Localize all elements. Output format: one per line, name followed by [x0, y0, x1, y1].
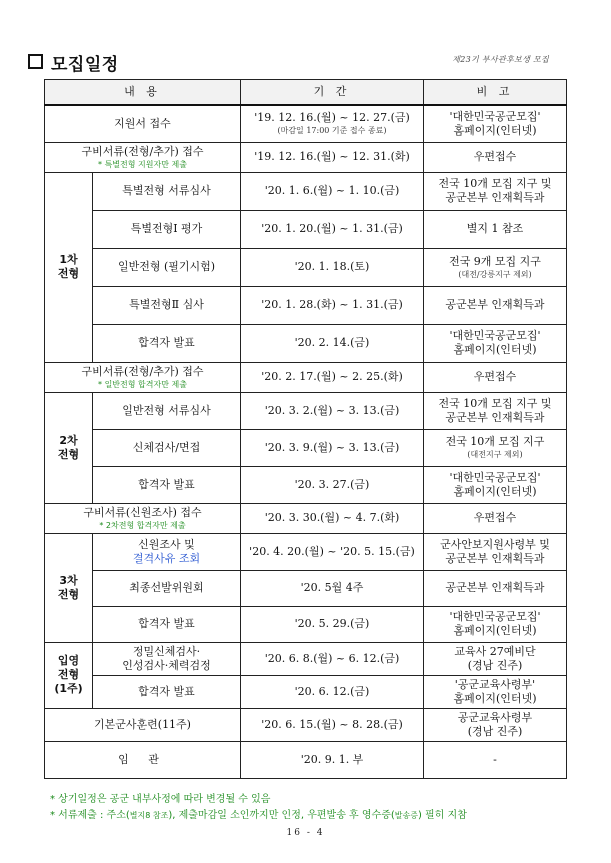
row-period: '20. 5. 29.(금): [241, 606, 424, 642]
phase-1-label: [45, 172, 93, 362]
row-period: '19. 12. 16.(월) ~ 12. 31.(화): [241, 142, 424, 172]
table-row: [45, 503, 567, 533]
content-text: 구비서류(전형/추가) 접수: [81, 364, 204, 378]
row-content: 합격자 발표: [93, 324, 241, 362]
row-period: '20. 2. 14.(금): [241, 324, 424, 362]
row-period: '20. 5월 4주: [241, 570, 424, 606]
row-remark: [424, 466, 567, 503]
phase-label-line: 2차: [59, 433, 78, 447]
table-row: [45, 533, 567, 570]
content-text-2: 결격사유 조회: [132, 551, 201, 565]
row-content: 특별전형Ⅱ 심사: [93, 286, 241, 324]
phase-3-label: [45, 533, 93, 642]
page-number: 16 - 4: [286, 828, 325, 838]
phase-label-line: 3차: [59, 573, 78, 587]
row-remark: 우편접수: [424, 362, 567, 392]
row-content: 일반전형 서류심사: [93, 392, 241, 429]
table-row: [45, 324, 567, 362]
row-remark: 우편접수: [424, 142, 567, 172]
row-content: 일반전형 (필기시험): [93, 248, 241, 286]
row-remark: [424, 606, 567, 642]
phase-label-line: 전형: [57, 587, 80, 601]
footnotes: [50, 792, 467, 824]
row-remark: [424, 172, 567, 210]
remark-text: '대한민국공군모집': [449, 329, 541, 342]
row-content: 합격자 발표: [93, 466, 241, 503]
content-text: 정밀신체검사·: [132, 644, 201, 658]
phase-label-line: (1주): [54, 682, 83, 695]
table-row: [45, 466, 567, 503]
header-period: 기 간: [241, 80, 424, 106]
table-row: [45, 362, 567, 392]
table-row: [45, 606, 567, 642]
row-content: [93, 533, 241, 570]
table-row: [45, 248, 567, 286]
remark-text-2: 공군본부 인재획득과: [445, 191, 545, 204]
table-header-row: [45, 80, 567, 106]
row-remark: 별지 1 참조: [424, 210, 567, 248]
phase-2-label: [45, 392, 93, 503]
header-remark: 비 고: [424, 80, 567, 106]
row-content: [45, 142, 241, 172]
remark-text: '공군교육사령부': [454, 677, 536, 691]
phase-label-line: 전형: [57, 267, 80, 280]
row-period: '20. 6. 12.(금): [241, 675, 424, 708]
table-row: [45, 675, 567, 708]
period-subtext: (마감일 17:00 기준 접수 종료): [277, 126, 387, 136]
header-content: 내 용: [45, 80, 241, 106]
row-remark: 공군본부 인재획득과: [424, 570, 567, 606]
row-content: 합격자 발표: [93, 606, 241, 642]
row-remark: [424, 429, 567, 466]
row-content: 신체검사/면접: [93, 429, 241, 466]
remark-text: 전국 10개 모집 지구 및: [438, 396, 552, 410]
phase-label-line: 1차: [59, 253, 78, 266]
remark-text: 전국 10개 모집 지구 및: [438, 177, 552, 190]
row-period: '20. 2. 17.(월) ~ 2. 25.(화): [241, 362, 424, 392]
row-period: '20. 1. 6.(월) ~ 1. 10.(금): [241, 172, 424, 210]
row-content: 기본군사훈련(11주): [45, 708, 241, 741]
content-text: 구비서류(신원조사) 접수: [83, 505, 202, 519]
row-remark: [424, 675, 567, 708]
footnote-small-text: 발송증: [394, 811, 418, 820]
remark-text: '대한민국공군모집': [449, 109, 541, 123]
row-remark: [424, 324, 567, 362]
row-content: 최종선발위원회: [93, 570, 241, 606]
content-subtext: * 일반전형 합격자만 제출: [98, 379, 187, 389]
remark-text: '대한민국공군모집': [449, 610, 541, 623]
remark-text: 전국 10개 모집 지구: [445, 435, 545, 448]
page-title: [28, 50, 119, 75]
row-period: '20. 4. 20.(월) ~ '20. 5. 15.(금): [241, 533, 424, 570]
row-remark: [424, 642, 567, 675]
checkbox-bullet-icon: [28, 54, 43, 69]
row-content: 특별전형 서류심사: [93, 172, 241, 210]
row-period: '20. 1. 20.(월) ~ 1. 31.(금): [241, 210, 424, 248]
row-remark: [424, 708, 567, 741]
row-content: 합격자 발표: [93, 675, 241, 708]
row-remark: [424, 392, 567, 429]
table-row: [45, 172, 567, 210]
row-remark: [424, 105, 567, 142]
remark-text-2: 공군본부 인재획득과: [445, 410, 545, 424]
phase-label-line: 전형: [57, 668, 80, 681]
row-content: [45, 362, 241, 392]
table-row: [45, 429, 567, 466]
table-row: [45, 708, 567, 741]
content-text-2: 인성검사·체력검정: [122, 658, 211, 672]
page-title-text: 모집일정: [51, 55, 119, 75]
remark-text-2: 홈페이지(인터넷): [453, 624, 537, 637]
table-row: [45, 210, 567, 248]
table-row: [45, 286, 567, 324]
phase-4-label: [45, 642, 93, 708]
remark-subtext: (대전/강릉지구 제외): [458, 269, 532, 279]
remark-text: 교육사 27예비단: [454, 644, 536, 658]
row-period: '20. 3. 30.(월) ~ 4. 7.(화): [241, 503, 424, 533]
row-content: 지원서 접수: [45, 105, 241, 142]
row-remark: [424, 533, 567, 570]
phase-label-line: 전형: [57, 447, 80, 461]
row-period: '20. 6. 8.(월) ~ 6. 12.(금): [241, 642, 424, 675]
footnote-text: * 서류제출 : 주소(: [50, 810, 130, 821]
row-period: '20. 3. 27.(금): [241, 466, 424, 503]
row-period: '20. 1. 18.(토): [241, 248, 424, 286]
table-row: [45, 570, 567, 606]
content-text: 신원조사 및: [138, 537, 195, 551]
row-period: '20. 9. 1. 부: [241, 741, 424, 778]
remark-text-2: (경남 진주): [467, 658, 523, 672]
header-note: 제23기 부사관후보생 모집: [452, 55, 549, 64]
row-remark: 우편접수: [424, 503, 567, 533]
row-period: [241, 105, 424, 142]
period-text: '19. 12. 16.(월) ~ 12. 27.(금): [254, 111, 410, 125]
footnote-2: [50, 808, 467, 824]
row-period: '20. 6. 15.(월) ~ 8. 28.(금): [241, 708, 424, 741]
remark-text-2: (경남 진주): [467, 724, 523, 738]
content-subtext: * 특별전형 지원자만 제출: [98, 159, 187, 169]
remark-text-2: 홈페이지(인터넷): [453, 123, 537, 137]
remark-text: 공군교육사령부: [457, 710, 533, 724]
footnote-text: ) 필히 지참: [417, 810, 467, 821]
table-row: [45, 642, 567, 675]
schedule-table: [44, 79, 567, 779]
content-subtext: * 2차전형 합격자만 제출: [99, 520, 186, 530]
remark-text-2: 홈페이지(인터넷): [453, 484, 537, 498]
row-content: 임 관: [45, 741, 241, 778]
remark-text-2: 홈페이지(인터넷): [453, 343, 537, 356]
content-text: 구비서류(전형/추가) 접수: [81, 144, 204, 158]
row-period: '20. 3. 9.(월) ~ 3. 13.(금): [241, 429, 424, 466]
row-remark: 공군본부 인재획득과: [424, 286, 567, 324]
row-period: '20. 1. 28.(화) ~ 1. 31.(금): [241, 286, 424, 324]
remark-text-2: 공군본부 인재획득과: [445, 551, 545, 565]
row-remark: -: [424, 741, 567, 778]
remark-subtext: (대전지구 제외): [467, 450, 523, 459]
row-content: [45, 503, 241, 533]
footnote-1: * 상기일정은 공군 내부사정에 따라 변경될 수 있음: [50, 794, 271, 805]
phase-label-line: 입영: [57, 654, 80, 667]
remark-text-2: 홈페이지(인터넷): [453, 691, 537, 705]
table-row: [45, 142, 567, 172]
remark-text: 군사안보지원사령부 및: [440, 537, 550, 551]
row-period: '20. 3. 2.(월) ~ 3. 13.(금): [241, 392, 424, 429]
row-content: [93, 642, 241, 675]
remark-text: '대한민국공군모집': [449, 470, 541, 484]
row-remark: [424, 248, 567, 286]
table-row: [45, 741, 567, 778]
footnote-text: ), 제출마감일 소인까지만 인정, 우편발송 후 영수증(: [168, 810, 395, 821]
row-content: 특별전형Ⅰ 평가: [93, 210, 241, 248]
table-row: [45, 105, 567, 142]
footnote-small-text: 별지8 참조: [129, 811, 169, 820]
table-row: [45, 392, 567, 429]
remark-text: 전국 9개 모집 지구: [449, 254, 541, 268]
